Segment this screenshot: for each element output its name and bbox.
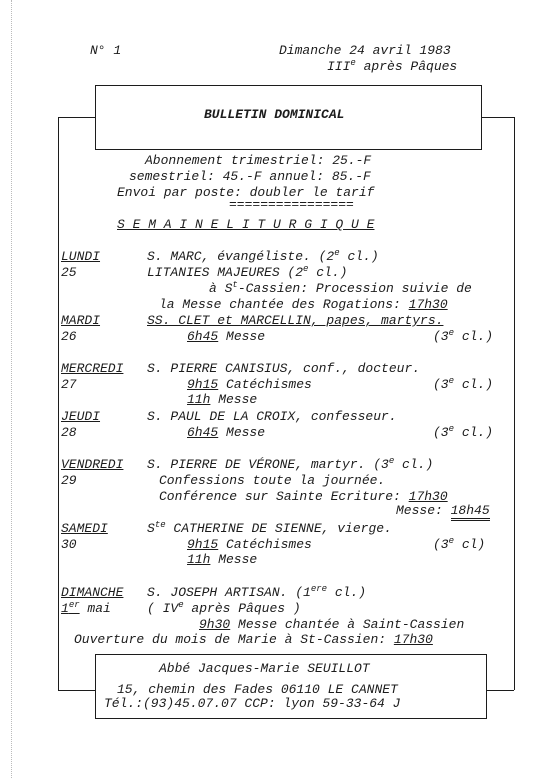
mercredi-line-3: 11h Messe	[187, 392, 258, 407]
subscription-line-2: semestriel: 45.-F annuel: 85.-F	[129, 169, 371, 184]
priest-name: Abbé Jacques-Marie SEUILLOT	[159, 661, 370, 676]
section-heading: S E M A I N E L I T U R G I Q U E	[117, 217, 375, 232]
samedi-line-3: 11h Messe	[187, 552, 258, 567]
subscription-line-1: Abonnement trimestriel: 25.-F	[145, 153, 372, 168]
mardi-line-1: SS. CLET et MARCELLIN, papes, martyrs.	[147, 313, 444, 328]
dimanche-line-3: 9h30 Messe chantée à Saint-Cassien	[199, 617, 465, 632]
day-number-samedi: 30	[61, 537, 77, 552]
jeudi-rank: (3e cl.)	[433, 424, 494, 440]
lundi-line-2: LITANIES MAJEURES (2e cl.)	[147, 264, 348, 280]
priest-address: 15, chemin des Fades 06110 LE CANNET	[117, 682, 398, 697]
vendredi-line-4: Messe: 18h45	[396, 503, 490, 518]
day-number-mercredi: 27	[61, 377, 77, 392]
day-name-mercredi: MERCREDI	[61, 361, 124, 376]
dimanche-line-1: S. JOSEPH ARTISAN. (1ere cl.)	[147, 584, 367, 600]
priest-contact: Tél.:(93)45.07.07 CCP: lyon 59-33-64 J	[104, 696, 401, 711]
samedi-rank: (3e cl)	[433, 536, 486, 552]
dimanche-line-4: Ouverture du mois de Marie à St-Cassien: 17h30	[74, 632, 433, 647]
lundi-line-4: la Messe chantée des Rogations: 17h30	[159, 297, 448, 312]
dimanche-line-2: ( IVe après Pâques )	[147, 600, 301, 616]
frame-top-left	[58, 117, 95, 118]
jeudi-line-2: 6h45 Messe	[187, 425, 266, 440]
vendredi-line-2: Confessions toute la journée.	[159, 473, 386, 488]
day-number-mardi: 26	[61, 329, 77, 344]
lundi-line-1: S. MARC, évangéliste. (2e cl.)	[147, 248, 379, 264]
frame-bottom-right	[486, 690, 514, 691]
bulletin-title: BULLETIN DOMINICAL	[204, 107, 345, 122]
samedi-line-2: 9h15 Catéchismes	[187, 537, 312, 552]
samedi-line-1: $S^{te}$ CATHERINE DE SIENNE, vierge.	[147, 520, 392, 536]
issue-number: N° 1	[90, 43, 122, 58]
vendredi-line-3: Conférence sur Sainte Ecriture: 17h30	[159, 489, 448, 504]
mardi-line-2: 6h45 Messe	[187, 329, 266, 344]
issue-date: Dimanche 24 avril 1983	[279, 43, 451, 58]
day-number-lundi: 25	[61, 265, 77, 280]
day-name-jeudi: JEUDI	[61, 409, 101, 424]
subscription-line-3: Envoi par poste: doubler le tarif	[117, 185, 375, 200]
day-name-mardi: MARDI	[61, 313, 101, 328]
separator: ================	[229, 197, 354, 212]
mardi-rank: (3e cl.)	[433, 328, 494, 344]
liturgical-week: IIIe après Pâques	[327, 58, 458, 74]
mercredi-line-2: 9h15 Catéchismes	[187, 377, 312, 392]
day-name-lundi: LUNDI	[61, 249, 101, 264]
vendredi-line-1: S. PIERRE DE VÉRONE, martyr. (3e cl.)	[147, 456, 434, 472]
day-name-vendredi: VENDREDI	[61, 457, 124, 472]
frame-top-right	[481, 117, 514, 118]
frame-left	[58, 117, 59, 690]
frame-right	[514, 117, 515, 690]
lundi-line-3: à $S^t$-Cassien: Procession suivie de	[209, 280, 472, 296]
day-name-dimanche: DIMANCHE	[61, 585, 124, 600]
day-number-dimanche: 1er mai	[61, 600, 111, 616]
day-name-samedi: SAMEDI	[61, 521, 108, 536]
mercredi-rank: (3e cl.)	[433, 376, 494, 392]
jeudi-line-1: S. PAUL DE LA CROIX, confesseur.	[147, 409, 397, 424]
page-edge	[11, 0, 12, 778]
day-number-jeudi: 28	[61, 425, 77, 440]
day-number-vendredi: 29	[61, 473, 77, 488]
frame-bottom-left	[58, 690, 95, 691]
mercredi-line-1: S. PIERRE CANISIUS, conf., docteur.	[147, 361, 421, 376]
